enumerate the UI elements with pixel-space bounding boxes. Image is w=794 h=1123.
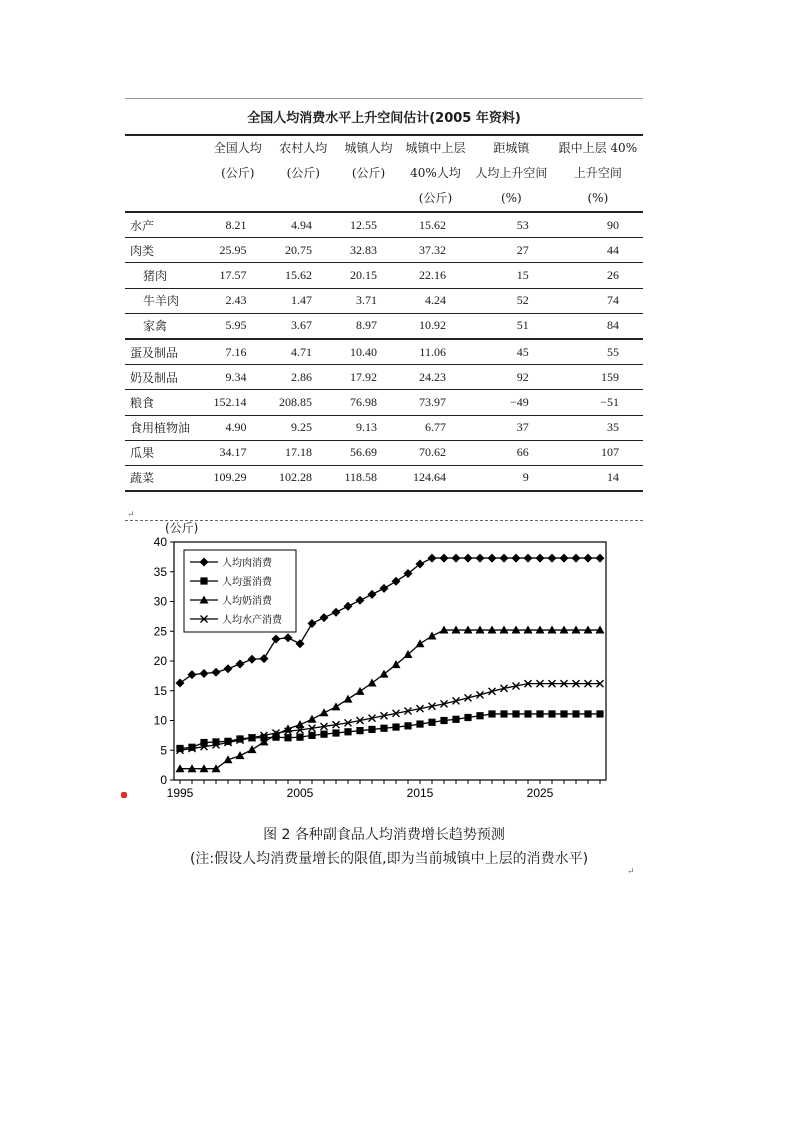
table-cell: 53: [470, 212, 553, 238]
table-cell: 70.62: [401, 440, 470, 465]
table-cell: 5.95: [205, 313, 271, 339]
legend-label: 人均奶消费: [222, 596, 272, 607]
column-header: [125, 136, 205, 212]
table-cell: 20.15: [336, 263, 401, 288]
table-cell: 90: [553, 212, 643, 238]
table-cell: 208.85: [271, 390, 337, 415]
data-point: [596, 554, 605, 563]
data-point: [512, 554, 521, 563]
table-cell: 2.43: [205, 288, 271, 313]
data-point: [248, 655, 257, 664]
data-point: [296, 639, 305, 648]
data-point: [512, 710, 519, 717]
table-row: [125, 390, 643, 415]
table-cell: 37.32: [401, 238, 470, 263]
column-header-line: 全国人均: [213, 141, 262, 155]
data-point: [296, 734, 303, 741]
data-point: [380, 725, 387, 732]
red-mark: [121, 792, 127, 798]
row-label: 奶及制品: [125, 365, 205, 390]
table-cell: 3.71: [336, 288, 401, 313]
table-cell: 22.16: [401, 263, 470, 288]
table-cell: 51: [470, 313, 553, 339]
legend-label: 人均肉消费: [222, 558, 272, 569]
table-cell: 73.97: [401, 390, 470, 415]
data-point: [308, 619, 317, 628]
table-cell: 32.83: [336, 238, 401, 263]
data-point: [308, 732, 315, 739]
data-point: [392, 577, 401, 586]
y-tick-label: 35: [153, 564, 167, 579]
table-title: 全国人均消费水平上升空间估计(2005 年资料): [247, 111, 521, 126]
data-point: [416, 720, 423, 727]
legend-label: 人均水产消费: [222, 615, 282, 626]
column-header: [470, 136, 553, 212]
data-point: [188, 744, 195, 751]
column-header-line: 城镇中上层: [405, 141, 466, 155]
data-point: [368, 679, 377, 687]
table-cell: 10.40: [336, 339, 401, 365]
data-point: [320, 708, 329, 716]
paragraph-mark: ↵: [127, 510, 135, 520]
table-row: [125, 238, 643, 263]
data-point: [224, 738, 231, 745]
data-point: [332, 608, 341, 617]
data-point: [332, 702, 341, 710]
column-header-line: 人均上升空间: [475, 166, 548, 180]
table-cell: 9: [470, 465, 553, 490]
table-cell: 56.69: [336, 440, 401, 465]
data-point: [284, 633, 293, 642]
table-cell: 6.77: [401, 415, 470, 440]
column-header-line: 跟中上层 40%: [558, 141, 638, 155]
data-point: [356, 727, 363, 734]
table-cell: 24.23: [401, 365, 470, 390]
row-label: 牛羊肉: [125, 288, 205, 313]
table-cell: 20.75: [271, 238, 337, 263]
table-cell: 10.92: [401, 313, 470, 339]
table-cell: −49: [470, 390, 553, 415]
table-cell: 84: [553, 313, 643, 339]
table-header-row: [125, 136, 643, 212]
data-point: [596, 710, 603, 717]
data-point: [572, 710, 579, 717]
data-point: [500, 554, 509, 563]
table-cell: 15.62: [401, 212, 470, 238]
data-point: [320, 613, 329, 622]
table-cell: 34.17: [205, 440, 271, 465]
data-point: [560, 554, 569, 563]
column-header: [271, 136, 337, 212]
legend-label: 人均蛋消费: [222, 577, 272, 588]
column-header-line: 农村人均: [279, 141, 328, 155]
data-point: [332, 729, 339, 736]
data-point: [536, 710, 543, 717]
table-cell: 12.55: [336, 212, 401, 238]
table-cell: 26: [553, 263, 643, 288]
column-header: [401, 136, 470, 212]
row-label: 粮食: [125, 390, 205, 415]
row-label: 水产: [125, 212, 205, 238]
table-cell: 76.98: [336, 390, 401, 415]
table-cell: 37: [470, 415, 553, 440]
data-point: [236, 735, 243, 742]
table-row: [125, 263, 643, 288]
data-point: [212, 668, 221, 677]
column-header-line: 40%人均: [410, 166, 461, 180]
row-label: 食用植物油: [125, 415, 205, 440]
data-point: [488, 554, 497, 563]
data-point: [584, 554, 593, 563]
x-tick-label: 2025: [526, 786, 554, 800]
table-cell: 4.71: [271, 339, 337, 365]
table-cell: 124.64: [401, 465, 470, 490]
data-point: [416, 639, 425, 647]
data-point: [560, 710, 567, 717]
column-header-line: 距城镇: [493, 141, 530, 155]
y-tick-label: 0: [160, 773, 167, 787]
table-row: [125, 440, 643, 465]
column-header: [205, 136, 271, 212]
data-point: [548, 710, 555, 717]
table-row: [125, 365, 643, 390]
y-tick-label: 25: [153, 624, 167, 639]
column-header-line: 上升空间: [573, 166, 622, 180]
table-cell: 107: [553, 440, 643, 465]
figure-note: (注:假设人均消费量增长的限值,即为当前城镇中上层的消费水平): [189, 851, 589, 867]
consumption-table: [125, 134, 643, 492]
table-cell: 15: [470, 263, 553, 288]
table-cell: 8.97: [336, 313, 401, 339]
table-row: [125, 465, 643, 490]
data-point: [308, 715, 317, 723]
y-tick-label: 10: [153, 713, 167, 728]
data-point: [272, 634, 281, 643]
data-point: [224, 664, 233, 673]
data-point: [428, 719, 435, 726]
table-cell: 11.06: [401, 339, 470, 365]
table-cell: 4.24: [401, 288, 470, 313]
data-point: [368, 590, 377, 599]
data-point: [440, 717, 447, 724]
data-point: [440, 554, 449, 563]
table-cell: 17.92: [336, 365, 401, 390]
table-cell: 52: [470, 288, 553, 313]
table-cell: 4.90: [205, 415, 271, 440]
table-cell: 92: [470, 365, 553, 390]
data-point: [536, 554, 545, 563]
data-point: [572, 554, 581, 563]
row-label: 猪肉: [125, 263, 205, 288]
table-cell: 1.47: [271, 288, 337, 313]
column-header-line: (公斤): [418, 191, 453, 205]
data-point: [236, 751, 245, 759]
table-cell: 109.29: [205, 465, 271, 490]
data-point: [248, 745, 257, 753]
dashed-rule: [125, 520, 643, 521]
table-row: [125, 212, 643, 238]
data-point: [524, 710, 531, 717]
column-header-line: 城镇人均: [344, 141, 393, 155]
table-cell: 102.28: [271, 465, 337, 490]
row-label: 瓜果: [125, 440, 205, 465]
data-point: [428, 632, 437, 640]
table-cell: 14: [553, 465, 643, 490]
data-point: [464, 554, 473, 563]
data-point: [500, 710, 507, 717]
series-line: [180, 630, 600, 769]
table-cell: 74: [553, 288, 643, 313]
y-tick-label: 20: [153, 654, 167, 668]
data-point: [320, 731, 327, 738]
top-rule: [125, 98, 643, 99]
table-cell: 2.86: [271, 365, 337, 390]
data-point: [584, 710, 591, 717]
table-cell: 15.62: [271, 263, 337, 288]
table-cell: 66: [470, 440, 553, 465]
y-tick-label: 15: [153, 683, 167, 698]
data-point: [356, 596, 365, 605]
data-point: [488, 710, 495, 717]
data-point: [188, 670, 197, 679]
table-cell: 152.14: [205, 390, 271, 415]
table-cell: 27: [470, 238, 553, 263]
table-cell: 17.57: [205, 263, 271, 288]
y-tick-label: 5: [160, 743, 167, 758]
column-header-line: (%): [587, 191, 609, 205]
table-cell: 9.34: [205, 365, 271, 390]
data-point: [200, 577, 207, 584]
data-point: [452, 716, 459, 723]
y-tick-label: 40: [153, 535, 167, 549]
table-cell: 35: [553, 415, 643, 440]
table-row: [125, 415, 643, 440]
table-cell: 118.58: [336, 465, 401, 490]
data-point: [548, 554, 557, 563]
table-cell: 9.25: [271, 415, 337, 440]
row-label: 蔬菜: [125, 465, 205, 490]
data-point: [524, 554, 533, 563]
data-point: [392, 723, 399, 730]
data-point: [260, 654, 269, 663]
column-header: [553, 136, 643, 212]
data-point: [428, 554, 437, 563]
y-tick-label: 30: [153, 594, 167, 609]
column-header-line: (公斤): [351, 166, 386, 180]
data-point: [344, 728, 351, 735]
table-cell: 159: [553, 365, 643, 390]
data-point: [476, 712, 483, 719]
table-row: [125, 313, 643, 339]
table-cell: 7.16: [205, 339, 271, 365]
trend-line-chart: [140, 535, 620, 815]
x-tick-label: 2015: [406, 786, 434, 800]
table-cell: 9.13: [336, 415, 401, 440]
column-header-line: (%): [500, 191, 522, 205]
paragraph-mark: ↵: [627, 867, 635, 877]
data-point: [368, 726, 375, 733]
table-cell: 55: [553, 339, 643, 365]
column-header: [336, 136, 401, 212]
table-row: [125, 339, 643, 365]
table-cell: 25.95: [205, 238, 271, 263]
table-row: [125, 288, 643, 313]
table-cell: 4.94: [271, 212, 337, 238]
data-point: [284, 734, 291, 741]
table-cell: 17.18: [271, 440, 337, 465]
table-cell: 45: [470, 339, 553, 365]
data-point: [356, 687, 365, 695]
figure-caption: 图 2 各种副食品人均消费增长趋势预测: [263, 827, 505, 843]
row-label: 家禽: [125, 313, 205, 339]
row-label: 蛋及制品: [125, 339, 205, 365]
data-point: [176, 679, 185, 688]
table-cell: 44: [553, 238, 643, 263]
y-axis-unit: (公斤): [165, 521, 199, 535]
table-cell: −51: [553, 390, 643, 415]
table-cell: 8.21: [205, 212, 271, 238]
data-point: [236, 659, 245, 668]
data-point: [200, 669, 209, 678]
data-point: [344, 602, 353, 611]
table-cell: 3.67: [271, 313, 337, 339]
data-point: [464, 714, 471, 721]
x-tick-label: 1995: [166, 786, 194, 800]
column-header-line: (公斤): [221, 166, 255, 180]
data-point: [452, 554, 461, 563]
row-label: 肉类: [125, 238, 205, 263]
data-point: [404, 722, 411, 729]
data-point: [344, 695, 353, 703]
data-point: [380, 584, 389, 593]
data-point: [476, 554, 485, 563]
column-header-line: (公斤): [286, 166, 320, 180]
x-tick-label: 2005: [286, 786, 314, 800]
